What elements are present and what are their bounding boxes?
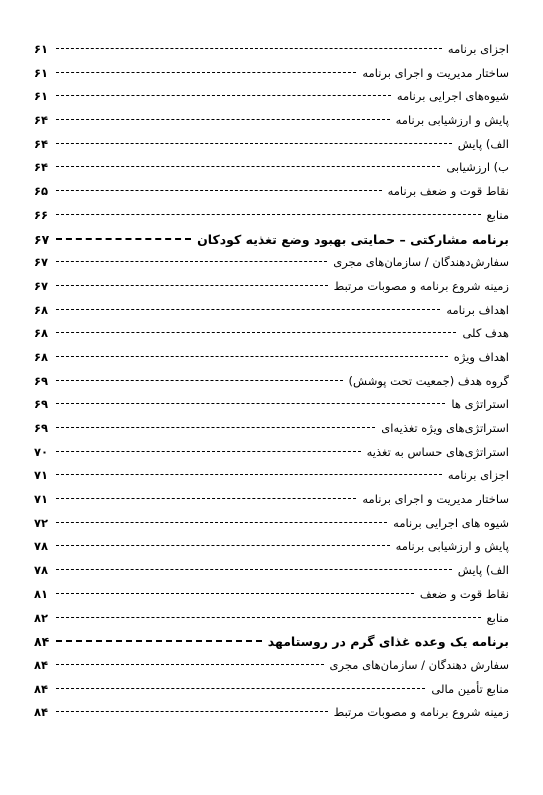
toc-section-entry: [34, 630, 509, 654]
toc-entry: [34, 464, 509, 488]
dash-leader: [56, 522, 387, 523]
toc-entry-title: هدف کلی: [462, 326, 509, 341]
toc-entry: [34, 678, 509, 702]
toc-entry-title: سفارش دهندگان / سازمان‌های مجری: [329, 657, 509, 672]
toc-page-number: ۸۱: [34, 586, 49, 601]
toc-page-number: ۸۴: [34, 657, 49, 672]
toc-page-number: ۷۸: [34, 563, 49, 578]
toc-entry: [34, 701, 509, 725]
dash-leader: [56, 593, 414, 594]
dash-leader: [56, 356, 448, 357]
dash-leader: [56, 380, 343, 381]
toc-entry: [34, 204, 509, 228]
dash-leader: [56, 545, 390, 546]
toc-page-number: ۸۲: [34, 610, 49, 625]
toc-entry: [34, 251, 509, 275]
toc-entry: [34, 512, 509, 536]
toc-page-number: ۶۵: [34, 184, 49, 199]
dash-leader: [56, 214, 481, 215]
dash-leader: [56, 143, 452, 144]
dash-leader: [56, 664, 324, 665]
toc-entry-title: استراتژی ها: [451, 397, 509, 412]
toc-entry-title: شیوه های اجرایی برنامه: [393, 515, 509, 530]
toc-page-number: ۶۷: [34, 278, 49, 293]
dash-leader: [56, 95, 391, 96]
toc-entry-title: ساختار مدیریت و اجرای برنامه: [362, 65, 509, 80]
dash-leader: [56, 711, 328, 712]
dash-leader: [56, 72, 356, 73]
toc-entry-title: زمینه شروع برنامه و مصوبات مرتبط: [333, 278, 509, 293]
toc-entry-title: اجزای برنامه: [447, 42, 509, 56]
toc-entry: [34, 417, 509, 441]
toc-entry: [34, 441, 509, 465]
dash-leader: [56, 261, 327, 262]
toc-entry: [34, 133, 509, 157]
toc-entry: [34, 370, 509, 394]
toc-page-number: ۶۱: [34, 65, 49, 80]
dash-leader: [56, 474, 442, 475]
toc-entry-title: نقاط قوت و ضعف برنامه: [387, 184, 509, 199]
toc-page-number: ۷۱: [34, 492, 49, 507]
toc-entry: [34, 156, 509, 180]
toc-entry-title: ساختار مدیریت و اجرای برنامه: [362, 492, 509, 507]
toc-entry: [34, 180, 509, 204]
toc-page-number: ۸۴: [34, 705, 49, 720]
toc-page-number: ۸۴: [34, 681, 49, 696]
toc-page-number: ۶۴: [34, 113, 49, 128]
toc-entry: [34, 62, 509, 86]
toc-entry: [34, 583, 509, 607]
dash-leader: [56, 48, 442, 49]
toc-entry-title: الف) پایش: [457, 136, 509, 151]
toc-entry-title: گروه هدف (جمعیت تحت پوشش): [348, 373, 509, 388]
toc-page-number: ۷۰: [34, 444, 49, 459]
toc-page-number: ۶۹: [34, 397, 49, 412]
toc-section-entry: [34, 228, 509, 252]
toc-entry-title: برنامه مشارکتی – حمایتی بهبود وضع تغذیه کودکان: [197, 231, 509, 247]
toc-entry: [34, 346, 509, 370]
toc-page-number: ۷۲: [34, 515, 49, 530]
toc-entry: [34, 275, 509, 299]
toc-entry-title: منابع: [486, 610, 509, 625]
toc-entry: [34, 322, 509, 346]
toc-page-number: ۷۱: [34, 468, 49, 483]
toc-page-number: ۶۴: [34, 136, 49, 151]
dash-leader: [56, 119, 390, 120]
dash-leader: [56, 190, 382, 191]
toc-entry: [34, 38, 509, 62]
toc-entry-title: شیوه‌های اجرایی برنامه: [396, 89, 509, 104]
toc-entry-title: پایش و ارزشیابی برنامه: [395, 539, 509, 554]
toc-entry-title: برنامه یک وعده غذای گرم در روستامهد: [267, 634, 509, 650]
toc-page-number: ۶۱: [34, 89, 49, 104]
toc-page-number: ۷۸: [34, 539, 49, 554]
toc-entry-title: ب) ارزشیابی: [446, 160, 509, 175]
dash-leader: [56, 688, 425, 689]
toc-page-number: ۶۹: [34, 373, 49, 388]
dash-leader: [56, 640, 262, 642]
toc-page-number: ۶۸: [34, 302, 49, 317]
toc-entry-title: اجزای برنامه: [447, 468, 509, 483]
toc-page-number: ۶۶: [34, 207, 49, 222]
toc-entry: [34, 654, 509, 678]
toc-entry-title: اهداف ویژه: [453, 349, 509, 364]
toc-entry: [34, 559, 509, 583]
toc-page-number: ۶۹: [34, 421, 49, 435]
toc-page-number: ۸۴: [34, 634, 50, 650]
toc-entry: [34, 535, 509, 559]
toc-page-number: ۶۱: [34, 42, 49, 56]
toc-entry-title: منابع تأمین مالی: [431, 681, 509, 696]
dash-leader: [56, 569, 452, 570]
table-of-contents: [34, 38, 509, 725]
dash-leader: [56, 238, 191, 240]
toc-entry-title: الف) پایش: [457, 563, 509, 578]
toc-page-number: ۶۷: [34, 231, 50, 247]
toc-entry-title: سفارش‌دهندگان / سازمان‌های مجری: [333, 255, 509, 270]
toc-entry: [34, 109, 509, 133]
toc-entry: [34, 299, 509, 323]
dash-leader: [56, 285, 328, 286]
toc-page-number: ۶۸: [34, 326, 49, 341]
toc-entry-title: نقاط قوت و ضعف: [419, 586, 509, 601]
toc-entry-title: استراتژی‌های حساس به تغذیه: [366, 444, 509, 459]
dash-leader: [56, 498, 356, 499]
dash-leader: [56, 403, 445, 404]
dash-leader: [56, 617, 481, 618]
dash-leader: [56, 166, 440, 167]
dash-leader: [56, 332, 456, 333]
dash-leader: [56, 309, 440, 310]
dash-leader: [56, 427, 375, 428]
toc-entry-title: پایش و ارزشیابی برنامه: [395, 113, 509, 128]
toc-entry: [34, 85, 509, 109]
toc-entry: [34, 607, 509, 631]
toc-page-number: ۶۸: [34, 349, 49, 364]
dash-leader: [56, 451, 361, 452]
toc-entry-title: استراتژی‌های ویژه تغذیه‌ای: [381, 421, 509, 435]
toc-entry-title: منابع: [486, 207, 509, 222]
toc-page-number: ۶۷: [34, 255, 49, 270]
toc-entry-title: اهداف برنامه: [446, 302, 509, 317]
toc-entry-title: زمینه شروع برنامه و مصوبات مرتبط: [333, 705, 509, 720]
toc-entry: [34, 488, 509, 512]
toc-entry: [34, 393, 509, 417]
toc-page-number: ۶۴: [34, 160, 49, 175]
